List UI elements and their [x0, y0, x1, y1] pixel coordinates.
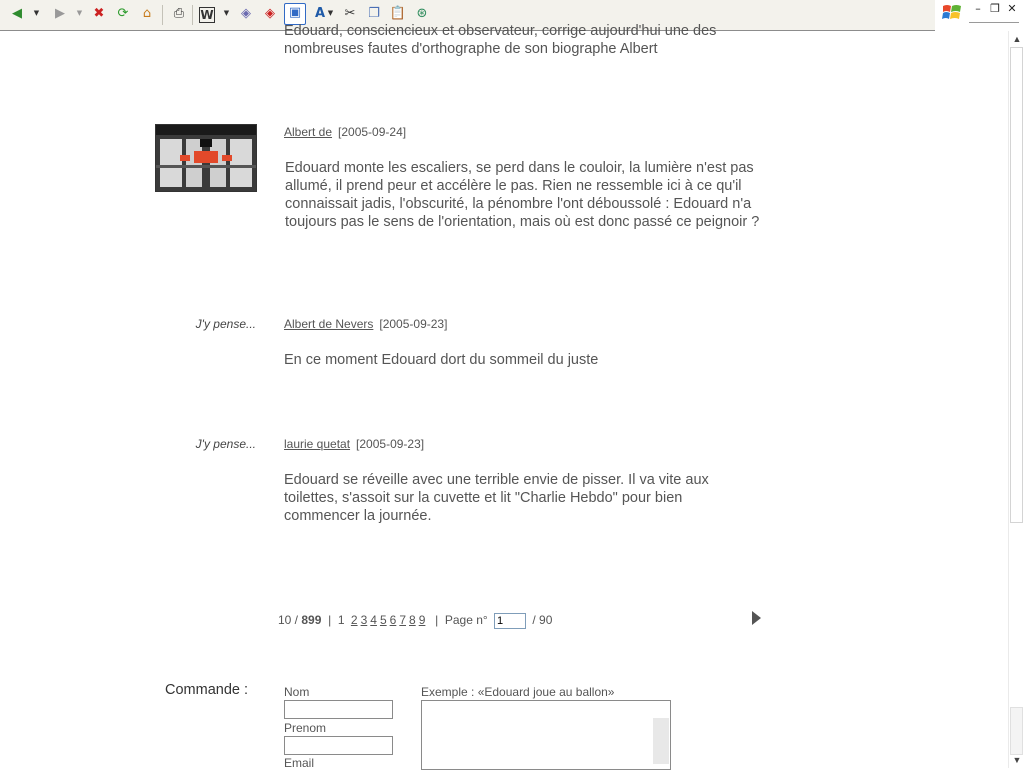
back-icon[interactable]: ◀ — [12, 6, 22, 21]
prenom-label: Prenom — [284, 721, 327, 735]
order-form-title: Commande : — [165, 682, 249, 698]
pager-shown: 10 / — [278, 613, 299, 627]
pager-separator: | — [435, 613, 439, 627]
toolbar-separator — [192, 5, 193, 25]
post-text: En ce moment Edouard dort du sommeil du juste — [284, 352, 599, 368]
post-meta — [284, 125, 406, 139]
prenom-input[interactable] — [284, 736, 393, 755]
paste-icon[interactable]: 📋 — [389, 6, 407, 21]
page-label: Page n° — [444, 613, 488, 627]
windows-logo-icon — [941, 2, 963, 24]
textarea-scrollbar[interactable] — [653, 718, 669, 764]
page-link[interactable]: 7 — [399, 613, 407, 627]
post-meta — [284, 437, 424, 451]
print-icon[interactable]: ⎙ — [173, 6, 185, 21]
page-link[interactable]: 2 — [350, 613, 358, 627]
page-link[interactable]: 4 — [370, 613, 377, 627]
example-label: Exemple : «Edouard joue au ballon» — [421, 685, 615, 699]
window-controls — [935, 0, 1024, 30]
page-link[interactable]: 9 — [418, 613, 426, 627]
scroll-track-segment[interactable] — [1010, 707, 1023, 755]
post-text: Edouard monte les escaliers, se perd dans le couloir, la lumière n'est pas allumé, il prend peur et accélère le pas. Rien ne ressemble ici à ce qu'il connaissait jadis, l'obscurité, la pénombre l'ont déboussolé : Edouard n'a toujours pas le sens de l'orientation, mais où est donc passé ce peignoir ? — [285, 160, 760, 230]
page-link-current: 1 — [337, 613, 345, 627]
word-dropdown-icon[interactable]: ▼ — [223, 9, 230, 17]
page-link[interactable]: 8 — [409, 613, 416, 627]
close-icon[interactable]: ✕ — [1007, 2, 1017, 15]
minimize-icon[interactable]: – — [975, 2, 981, 15]
cube-delete-icon[interactable]: ◈ — [265, 6, 275, 21]
post-text: Edouard se réveille avec une terrible envie de pisser. Il va vite aux toilettes, s'assoit sur la cuvette et lit "Charlie Hebdo" pour bien commencer la journée. — [284, 472, 709, 524]
post-text: Edouard, consciencieux et observateur, corrige aujourd'hui une des nombreuses fautes d'orthographe de son biographe Albert — [284, 23, 717, 57]
font-dropdown-icon[interactable]: ▼ — [327, 9, 334, 17]
page-scrollbar[interactable] — [1008, 31, 1024, 768]
cube-icon[interactable]: ◈ — [241, 6, 251, 21]
post-date: [2005-09-23] — [356, 437, 425, 451]
post-date: [2005-09-24] — [338, 125, 407, 139]
forward-dropdown-icon[interactable]: ▼ — [76, 9, 83, 17]
nom-input[interactable] — [284, 700, 393, 719]
next-page-icon[interactable] — [752, 611, 761, 625]
refresh-icon[interactable]: ⟳ — [117, 6, 129, 21]
post-side-label: J'y pense... — [195, 317, 256, 331]
post-thumbnail[interactable] — [155, 124, 257, 192]
pagination — [278, 612, 552, 629]
copy-icon[interactable]: ❐ — [368, 6, 380, 21]
throbber-line — [969, 22, 1019, 23]
word-icon[interactable]: W — [200, 8, 214, 22]
page-link[interactable]: 5 — [379, 613, 387, 627]
page-link[interactable]: 6 — [389, 613, 397, 627]
post-author-link[interactable]: Albert de — [284, 125, 333, 139]
window-icon[interactable]: ▣ — [284, 3, 306, 25]
page-link[interactable]: 3 — [360, 613, 368, 627]
forward-icon[interactable]: ▶ — [55, 6, 65, 21]
post-date: [2005-09-23] — [379, 317, 448, 331]
restore-icon[interactable]: ❐ — [990, 2, 1000, 15]
scroll-thumb[interactable] — [1010, 47, 1023, 523]
photo-image — [156, 125, 256, 191]
page-number-input[interactable]: 1 — [494, 613, 526, 629]
cut-icon[interactable]: ✂ — [344, 6, 356, 21]
post-side-label: J'y pense... — [195, 437, 256, 451]
nom-label: Nom — [284, 685, 310, 699]
page-count: / 90 — [532, 613, 553, 627]
email-label: Email — [284, 756, 315, 770]
post-author-link[interactable]: Albert de Nevers — [284, 317, 374, 331]
pager-separator: | — [328, 613, 332, 627]
scroll-down-icon[interactable]: ▼ — [1012, 755, 1022, 765]
pager-total: 899 — [301, 613, 322, 627]
history-icon[interactable]: ⊛ — [416, 6, 428, 21]
home-icon[interactable]: ⌂ — [142, 6, 152, 21]
stop-icon[interactable]: ✖ — [93, 6, 105, 21]
post-author-link[interactable]: laurie quetat — [284, 437, 351, 451]
scroll-up-icon[interactable]: ▲ — [1012, 34, 1022, 44]
back-dropdown-icon[interactable]: ▼ — [33, 9, 40, 17]
font-icon[interactable]: A — [314, 6, 326, 21]
order-textarea[interactable] — [421, 700, 671, 770]
toolbar-separator — [162, 5, 163, 25]
post-meta — [284, 317, 447, 331]
